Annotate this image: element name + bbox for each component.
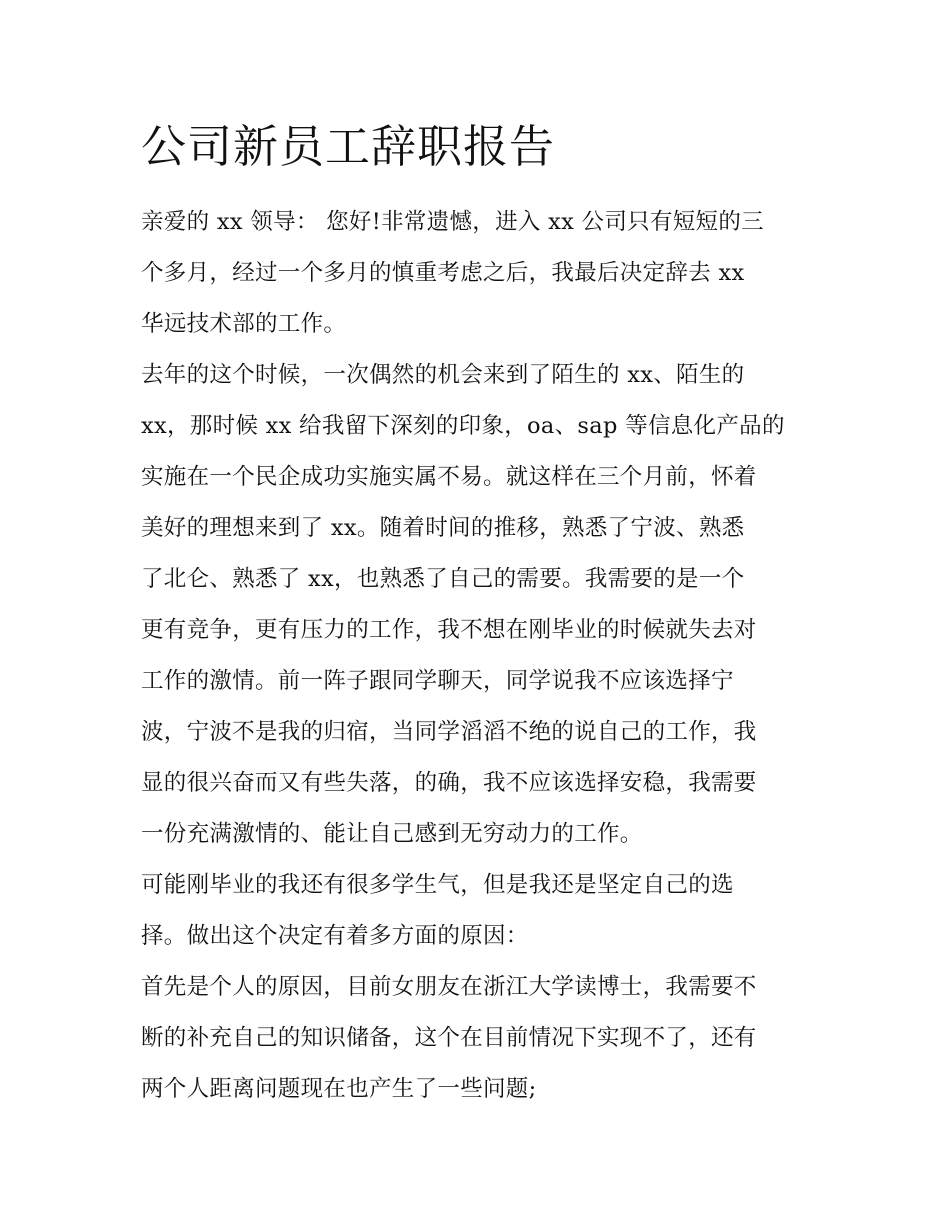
body-line: 断的补充自己的知识储备，这个在目前情况下实现不了，还有 [141, 1025, 757, 1051]
body-line: 一份充满激情的、能让自己感到无穷动力的工作。 [141, 821, 643, 847]
body-line: 去年的这个时候，一次偶然的机会来到了陌生的 xx、陌生的 [141, 362, 745, 388]
body-line: 工作的激情。前一阵子跟同学聊天，同学说我不应该选择宁 [141, 668, 734, 694]
document-title: 公司新员工辞职报告 [141, 120, 556, 173]
body-line: 个多月，经过一个多月的慎重考虑之后，我最后决定辞去 xx [141, 260, 745, 286]
body-line: 波，宁波不是我的归宿，当同学滔滔不绝的说自己的工作，我 [141, 719, 757, 745]
body-line: 了北仑、熟悉了 xx，也熟悉了自己的需要。我需要的是一个 [141, 566, 745, 592]
body-line: 亲爱的 xx 领导： 您好!非常遗憾，进入 xx 公司只有短短的三 [141, 209, 764, 235]
body-line: 可能刚毕业的我还有很多学生气，但是我还是坚定自己的选 [141, 872, 734, 898]
body-line: xx，那时候 xx 给我留下深刻的印象，oa、sap 等信息化产品的 [141, 413, 785, 439]
body-line: 实施在一个民企成功实施实属不易。就这样在三个月前，怀着 [141, 464, 757, 490]
body-line: 更有竞争，更有压力的工作，我不想在刚毕业的时候就失去对 [141, 617, 757, 643]
body-line: 显的很兴奋而又有些失落，的确，我不应该选择安稳，我需要 [141, 770, 757, 796]
document-body [141, 197, 821, 1115]
body-line: 华远技术部的工作。 [141, 311, 347, 337]
body-line: 择。做出这个决定有着多方面的原因： [141, 923, 529, 949]
body-line: 美好的理想来到了 xx。随着时间的推移，熟悉了宁波、熟悉 [141, 515, 745, 541]
body-line: 两个人距离问题现在也产生了一些问题; [141, 1076, 537, 1102]
body-line: 首先是个人的原因，目前女朋友在浙江大学读博士，我需要不 [141, 974, 757, 1000]
